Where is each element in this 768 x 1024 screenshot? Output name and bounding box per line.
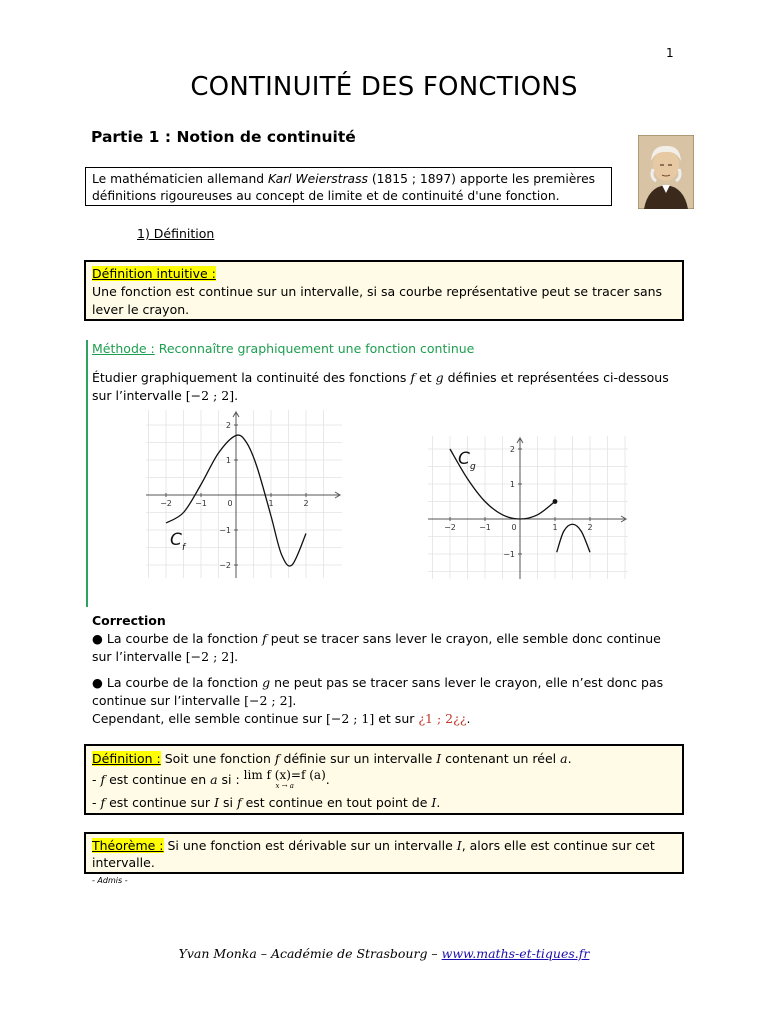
correction-text: ● La courbe de la fonction — [92, 675, 263, 690]
curve-label-subscript: g — [470, 462, 476, 472]
footer-link[interactable]: www.maths-et-tiques.fr — [441, 946, 590, 961]
correction-text: ● La courbe de la fonction — [92, 631, 263, 646]
correction-text: . — [292, 693, 297, 708]
x-tick-label: 2 — [303, 499, 309, 508]
theorem-text: , alors elle est continue sur cet — [461, 838, 655, 853]
correction-text: sur l’intervalle — [92, 649, 186, 664]
var-g: g — [435, 370, 444, 385]
definition-text: Soit une fonction — [160, 751, 275, 766]
intro-box — [85, 167, 612, 206]
definition-text: - — [92, 772, 101, 787]
curve-label: C — [170, 530, 182, 550]
endpoint-dot — [553, 499, 558, 504]
var-I: I — [436, 751, 442, 766]
intro-text-after: (1815 ; 1897) apporte les premières — [367, 172, 596, 186]
y-tick-label: −2 — [219, 561, 231, 570]
method-statement — [92, 369, 682, 405]
x-tick-label: 2 — [587, 523, 593, 532]
var-a: a — [210, 772, 218, 787]
intuitive-definition-line2: lever le crayon. — [92, 302, 190, 317]
x-tick-label: −1 — [479, 523, 491, 532]
limit-top: lim f (x)=f (a) — [243, 767, 326, 782]
intuitive-definition-label: Définition intuitive : — [92, 266, 216, 281]
correction-text: ne peut pas se tracer sans lever le crayon, elle n’est donc pas — [270, 675, 664, 690]
theorem-label: Théorème : — [92, 838, 164, 853]
definition-text: si : — [217, 772, 244, 787]
formal-definition-label: Définition : — [92, 751, 161, 766]
interval: [−2 ; 2] — [185, 649, 235, 664]
definition-text: est continue en — [105, 772, 211, 787]
intro-text-line2: définitions rigoureuses au concept de limite et de continuité d'une fonction. — [92, 189, 560, 203]
x-tick-label: −2 — [444, 523, 456, 532]
limit-subscript: x → a — [275, 781, 294, 790]
definition-text: . — [325, 772, 330, 787]
definition-text: si — [219, 794, 237, 810]
footer — [0, 946, 768, 961]
theorem-box — [84, 832, 684, 874]
x-tick-label: 1 — [552, 523, 558, 532]
interval: [−2 ; 2] — [244, 693, 293, 708]
x-tick-label: 1 — [268, 499, 274, 508]
definition-text: définie sur un intervalle — [279, 751, 437, 766]
correction-text: et sur — [374, 711, 419, 726]
x-tick-label: 0 — [227, 499, 233, 508]
statement-part: Étudier graphiquement la continuité des fonctions — [92, 370, 411, 385]
y-tick-label: 2 — [225, 421, 231, 430]
theorem-text: intervalle. — [92, 855, 155, 870]
statement-part: et — [415, 370, 436, 385]
page-number: 1 — [666, 46, 674, 60]
formal-definition-box — [84, 744, 684, 815]
method-heading — [92, 341, 474, 356]
definition-text: est continue en tout point de — [241, 794, 432, 810]
intro-text-before: Le mathématicien allemand — [92, 172, 268, 186]
page-title: CONTINUITÉ DES FONCTIONS — [190, 72, 578, 102]
y-tick-label: 1 — [509, 480, 515, 489]
interval: [−2 ; 2] — [185, 388, 235, 403]
var-g: g — [262, 675, 271, 690]
correction-text: Cependant, elle semble continue sur — [92, 711, 326, 726]
curve-label-subscript: f — [182, 543, 186, 553]
definition-text: . — [567, 751, 572, 766]
graph-f — [146, 410, 342, 578]
var-f: f — [262, 631, 267, 646]
theorem-text: Si une fonction est dérivable sur un intervalle — [163, 838, 457, 853]
definition-text: est continue sur — [105, 794, 215, 810]
correction-text: peut se tracer sans lever le crayon, elle semble donc continue — [266, 631, 661, 646]
intuitive-definition-line1: Une fonction est continue sur un intervalle, si sa courbe représentative peut se tracer sans — [92, 284, 663, 299]
method-label: Méthode : — [92, 341, 155, 356]
weierstrass-portrait — [638, 135, 694, 209]
var-f: f — [100, 772, 106, 787]
x-tick-label: 0 — [511, 523, 517, 532]
var-f: f — [410, 370, 416, 385]
limit-expression — [243, 767, 326, 792]
statement-part: . — [234, 388, 239, 403]
footer-text: Yvan Monka – Académie de Strasbourg – — [178, 946, 442, 961]
var-a: a — [560, 751, 568, 766]
y-tick-label: −1 — [219, 526, 231, 535]
definition-text: contenant un réel — [441, 751, 561, 766]
correction-section — [92, 612, 682, 728]
var-I: I — [456, 838, 462, 853]
interval: [−2 ; 1] — [325, 711, 375, 726]
part-heading: Partie 1 : Notion de continuité — [91, 128, 356, 146]
graph-g — [428, 436, 628, 579]
var-I: I — [431, 794, 437, 810]
correction-text: continue sur l’intervalle — [92, 693, 245, 708]
series-curve — [557, 523, 593, 552]
y-tick-label: −1 — [503, 550, 515, 559]
var-f: f — [236, 794, 242, 810]
x-tick-label: −2 — [160, 499, 172, 508]
section-definition-heading: 1) Définition — [137, 226, 215, 241]
admis-note: - Admis - — [92, 876, 128, 885]
var-f: f — [274, 751, 280, 766]
intuitive-definition-box — [84, 260, 684, 321]
definition-text: . — [436, 794, 441, 810]
curve-label: C — [458, 449, 470, 469]
weierstrass-name: Karl Weierstrass — [267, 172, 368, 186]
y-tick-label: 2 — [509, 445, 515, 454]
correction-text: . — [234, 649, 239, 664]
correction-text: . — [466, 711, 471, 726]
interval-red: ¿1 ; 2¿¿ — [418, 711, 467, 726]
var-I: I — [214, 794, 220, 810]
correction-title: Correction — [92, 613, 166, 628]
y-tick-label: 1 — [225, 456, 231, 465]
var-f: f — [100, 794, 106, 810]
method-margin-bar — [86, 340, 88, 607]
statement-part: définies et représentées ci-dessous — [443, 370, 669, 385]
definition-text: - — [92, 794, 101, 810]
x-tick-label: −1 — [195, 499, 207, 508]
method-title: Reconnaître graphiquement une fonction continue — [154, 341, 475, 356]
statement-part: sur l’intervalle — [92, 388, 186, 403]
